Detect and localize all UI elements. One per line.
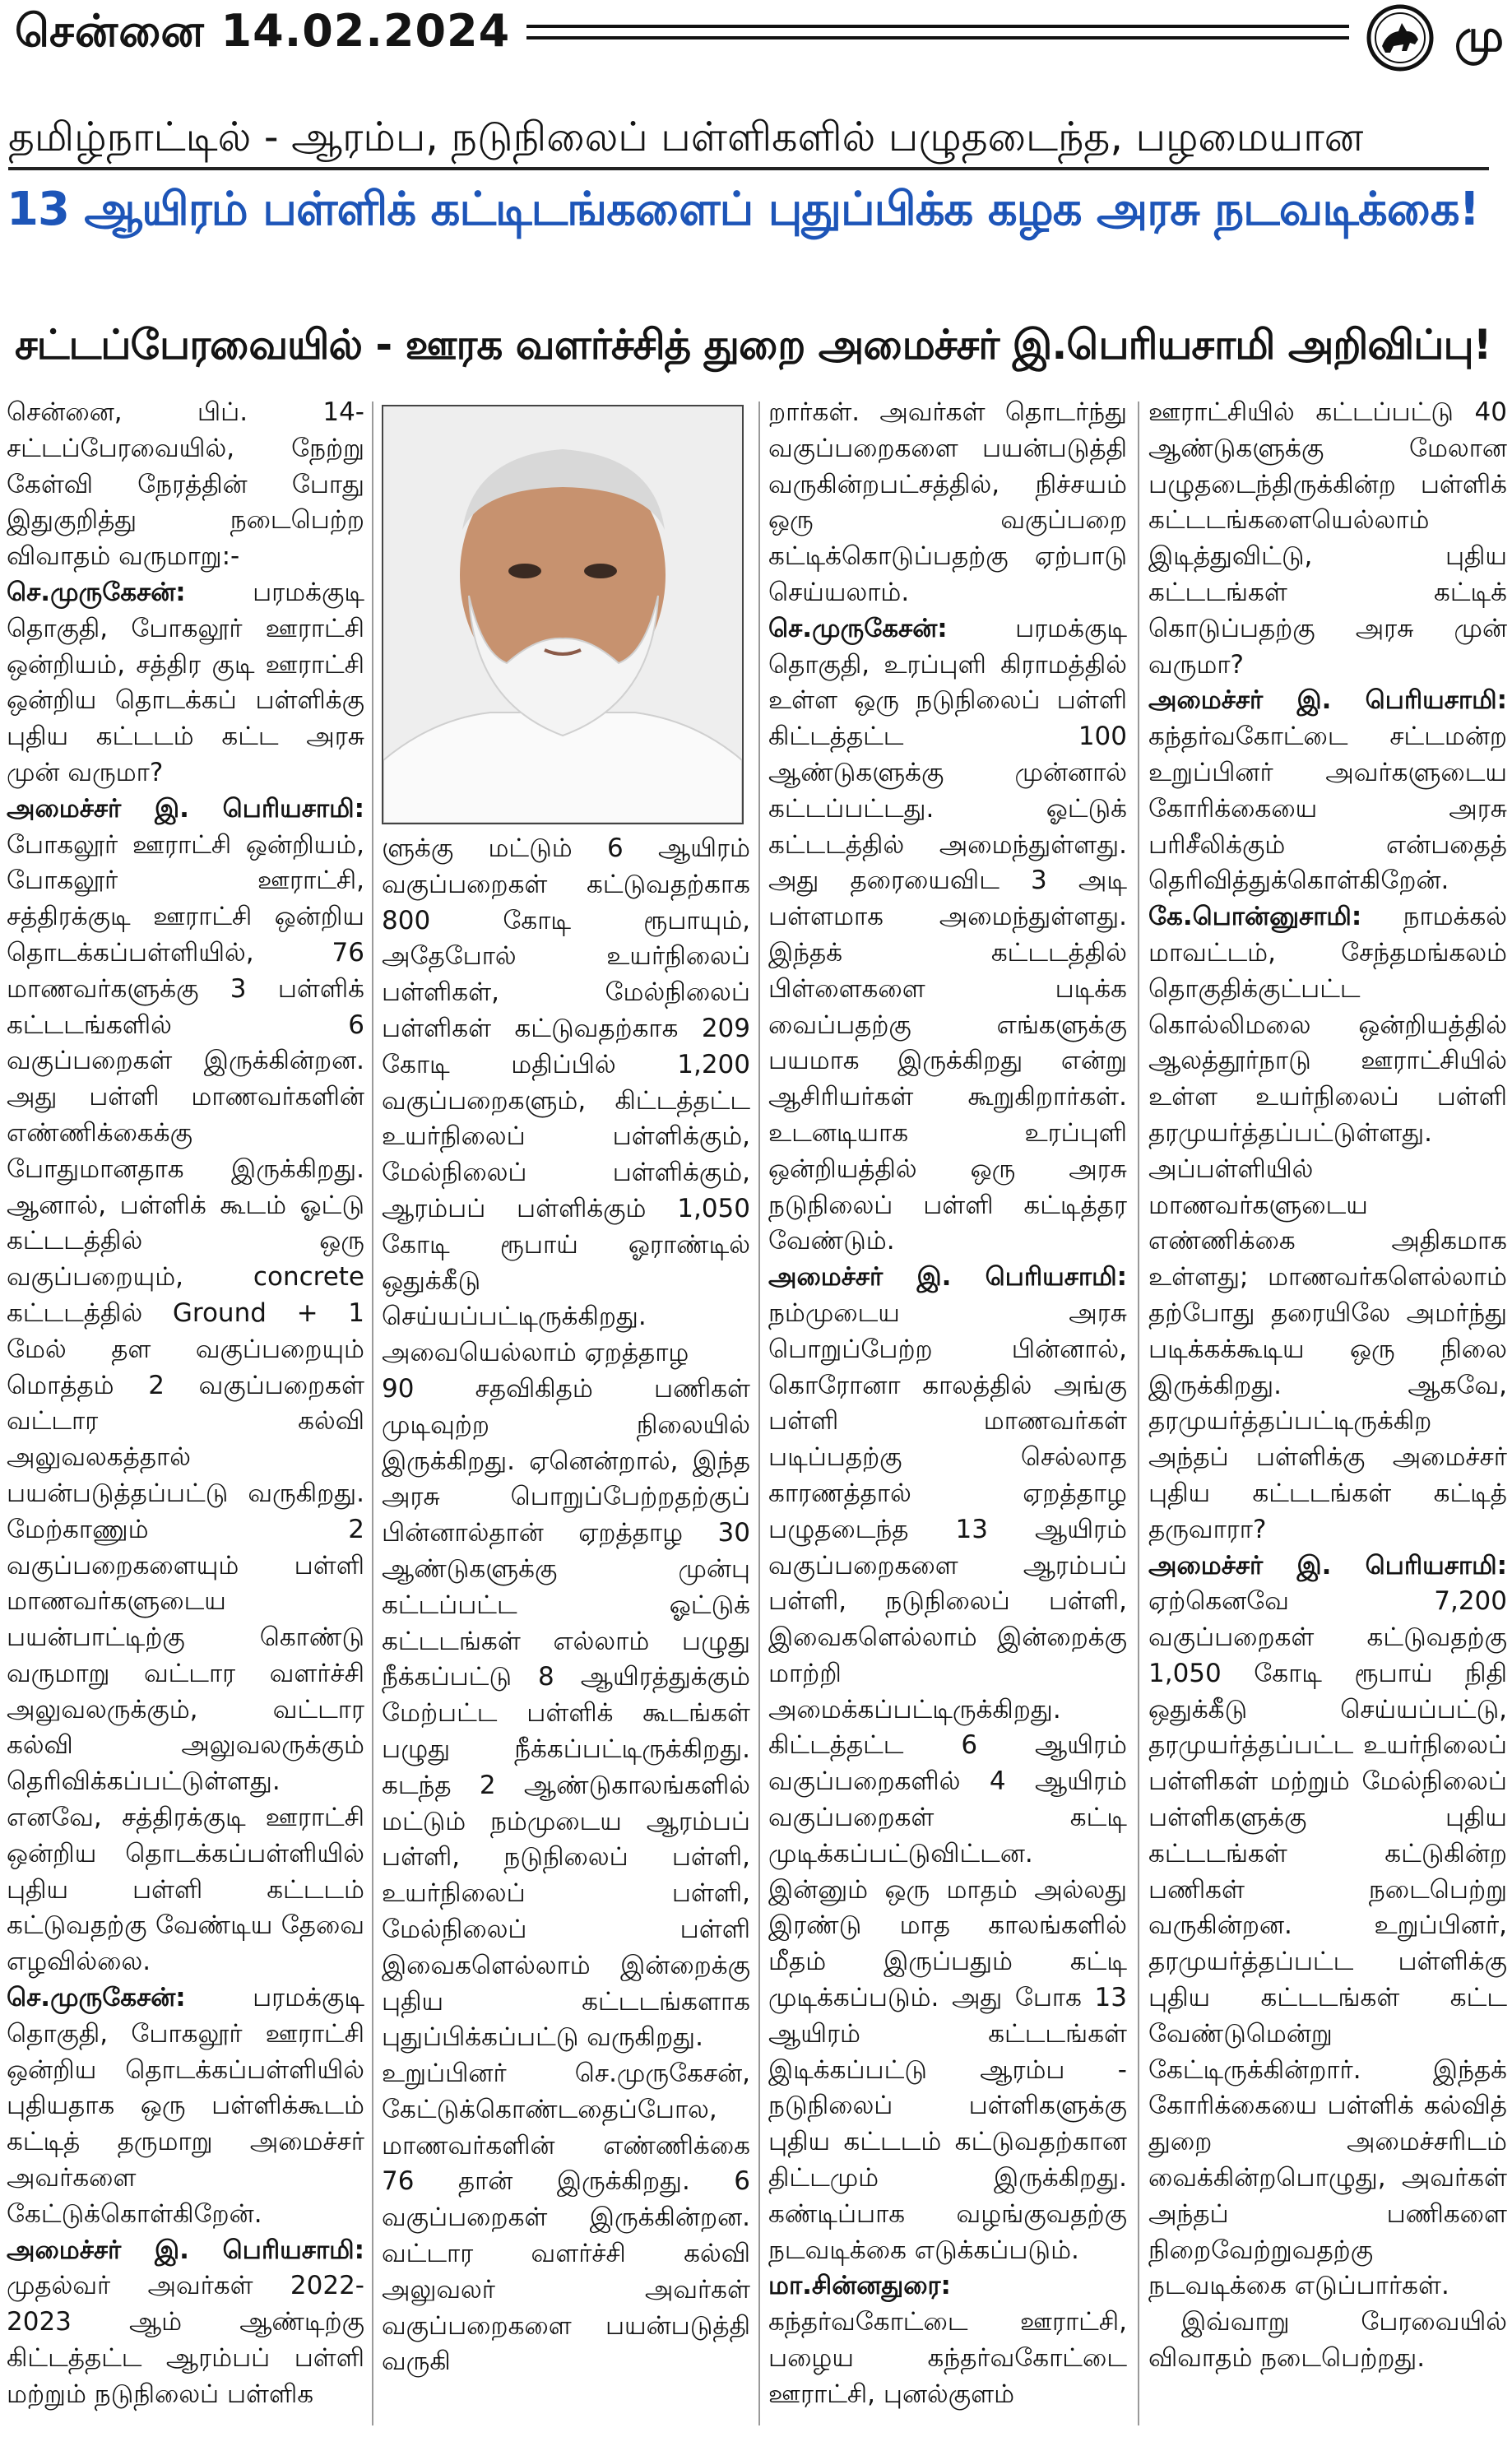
speaker-name: செ.முருகேசன்: (7, 577, 186, 607)
speaker-name: செ.முருகேசன்: (768, 613, 948, 643)
paragraph-text: நாமக்கல் மாவட்டம், சேந்தமங்கலம் தொகுதிக்குட்பட்ட கொல்லிமலை ஒன்றியத்தில் ஆலத்தூர்நாடு ஊராட்சியில் உள்ள உயர்நிலைப் பள்ளி தரமுயர்த்தப்பட்டுள்ளது. அப்பள்ளியில் மாணவர்களுடைய எண்ணிக்கை அதிகமாக உள்ளது; மாணவர்களெல்லாம் தற்போது தரையிலே அமர்ந்து படிக்கக்கூடிய ஒரு நிலை இருக்கிறது. ஆகவே, தரமுயர்த்தப்பட்டிருக்கிற அந்தப் பள்ளிக்கு அமைச்சர் புதிய கட்டடங்கள் கட்டித் தருவாரா? (1148, 902, 1507, 1544)
paragraph (768, 2268, 1127, 2412)
paragraph (7, 1980, 364, 2233)
speaker-name: அமைச்சர் இ. பெரியசாமி: (7, 793, 364, 824)
paragraph-text: முதல்வர் அவர்கள் 2022-2023 ஆம் ஆண்டிற்கு கிட்டத்தட்ட ஆரம்பப் பள்ளி மற்றும் நடுநிலைப் பள்ளிக (7, 2271, 364, 2409)
masthead-rule (526, 25, 1349, 28)
paragraph (768, 1260, 1127, 2268)
paragraph (1148, 683, 1507, 899)
paragraph (7, 575, 364, 791)
masthead-rule (526, 36, 1349, 39)
paragraph-text: பரமக்குடி தொகுதி, உரப்புளி கிராமத்தில் உள்ள ஒரு நடுநிலைப் பள்ளி கிட்டத்தட்ட 100 ஆண்டுகளுக்கு முன்னால் கட்டப்பட்டது. ஓட்டுக் கட்டடத்தில் அமைந்துள்ளது. அது தரையைவிட 3 அடி பள்ளமாக அமைந்துள்ளது. இந்தக் கட்டடத்தில் பிள்ளைகளை படிக்க வைப்பதற்கு எங்களுக்கு பயமாக இருக்கிறது என்று ஆசிரியர்கள் கூறுகிறார்கள். உடனடியாக உரப்புளி ஒன்றியத்தில் ஒரு அரசு நடுநிலைப் பள்ளி கட்டித்தர வேண்டும். (768, 613, 1127, 1256)
paragraph-text: இவ்வாறு பேரவையில் விவாதம் நடைபெற்றது. (1148, 2307, 1507, 2374)
article-column-4 (1148, 395, 1507, 2431)
bull-emblem-icon (1366, 3, 1435, 72)
portrait-photo (382, 405, 744, 824)
paragraph-text: உறுப்பினர் செ.முருகேசன், கேட்டுக்கொண்டதைப்போல, மாணவர்களின் எண்ணிக்கை 76 தான் இருக்கிறது. 6 வகுப்பறைகள் இருக்கின்றன. வட்டார வளர்ச்சி கல்வி அலுவலர் அவர்கள் வகுப்பறைகளை பயன்படுத்தி வருகி (382, 2059, 750, 2377)
divider (8, 167, 1489, 170)
column-divider (372, 402, 373, 2425)
paragraph-text: பரமக்குடி தொகுதி, போகலூர் ஊராட்சி ஒன்றியம், சத்திர குடி ஊராட்சி ஒன்றிய தொடக்கப் பள்ளிக்கு புதிய கட்டடம் கட்ட அரசு முன் வருமா? (7, 577, 364, 787)
newspaper-name: மு (1454, 10, 1504, 62)
column-divider (758, 402, 760, 2425)
speaker-name: அமைச்சர் இ. பெரியசாமி: (768, 1262, 1127, 1293)
paragraph (1148, 899, 1507, 1548)
paragraph-text: பரமக்குடி தொகுதி, போகலூர் ஊராட்சி ஒன்றிய தொடக்கப்பள்ளியில் புதியதாக ஒரு பள்ளிக்கூடம் கட்டித் தருமாறு அமைச்சர் அவர்களை கேட்டுக்கொள்கிறேன். (7, 1983, 364, 2229)
paragraph (7, 395, 364, 575)
kicker-headline: தமிழ்நாட்டில் - ஆரம்ப, நடுநிலைப் பள்ளிகளில் பழுதடைந்த, பழமையான (8, 114, 1364, 160)
paragraph-text: ஏற்கெனவே 7,200 வகுப்பறைகள் கட்டுவதற்கு 1,050 கோடி ரூபாய் நிதி ஒதுக்கீடு செய்யப்பட்டு, தரமுயர்த்தப்பட்ட உயர்நிலைப் பள்ளிகள் மற்றும் மேல்நிலைப் பள்ளிகளுக்கு புதிய கட்டடங்கள் கட்டுகின்ற பணிகள் நடைபெற்று வருகின்றன. உறுப்பினர், தரமுயர்த்தப்பட்ட பள்ளிக்கு புதிய கட்டடங்கள் கட்ட வேண்டுமென்று கேட்டிருக்கின்றார். இந்தக் கோரிக்கையை பள்ளிக் கல்வித் துறை அமைச்சரிடம் வைக்கின்றபொழுது, அவர்கள் அந்தப் பணிகளை நிறைவேற்றுவதற்கு நடவடிக்கை எடுப்பார்கள். (1148, 1586, 1507, 2301)
paragraph-text: ளுக்கு மட்டும் 6 ஆயிரம் வகுப்பறைகள் கட்டுவதற்காக 800 கோடி ரூபாயும், அதேபோல் உயர்நிலைப் பள்ளிகள், மேல்நிலைப் பள்ளிகள் கட்டுவதற்காக 209 கோடி மதிப்பில் 1,200 வகுப்பறைகளும், கிட்டத்தட்ட உயர்நிலைப் பள்ளிக்கும், மேல்நிலைப் பள்ளிக்கும், ஆரம்பப் பள்ளிக்கும் 1,050 கோடி ரூபாய் ஓராண்டில் ஒதுக்கீடு செய்யப்பட்டிருக்கிறது. அவையெல்லாம் ஏறத்தாழ (382, 833, 750, 1368)
paragraph (382, 831, 750, 1372)
paragraph (768, 395, 1127, 611)
paragraph-text: நம்முடைய அரசு பொறுப்பேற்ற பின்னால், கொரோனா காலத்தில் அங்கு பள்ளி மாணவர்கள் படிப்பதற்கு செல்லாத காரணத்தால் ஏறத்தாழ பழுதடைந்த 13 ஆயிரம் வகுப்பறைகளை ஆரம்பப் பள்ளி, நடுநிலைப் பள்ளி, இவைகளெல்லாம் இன்றைக்கு மாற்றி அமைக்கப்பட்டிருக்கிறது. கிட்டத்தட்ட 6 ஆயிரம் வகுப்பறைகளில் 4 ஆயிரம் வகுப்பறைகள் கட்டி முடிக்கப்பட்டுவிட்டன. இன்னும் ஒரு மாதம் அல்லது இரண்டு மாத காலங்களில் மீதம் இருப்பதும் கட்டி முடிக்கப்படும். அது போக 13 ஆயிரம் கட்டடங்கள் இடிக்கப்பட்டு ஆரம்ப - நடுநிலைப் பள்ளிகளுக்கு புதிய கட்டடம் கட்டுவதற்கான திட்டமும் இருக்கிறது. கண்டிப்பாக வழங்குவதற்கு நடவடிக்கை எடுக்கப்படும். (768, 1297, 1127, 2265)
speaker-name: கே.பொன்னுசாமி: (1148, 902, 1362, 932)
paragraph (7, 2233, 364, 2413)
paragraph (1148, 395, 1507, 683)
column-divider (1138, 402, 1139, 2425)
speaker-name: அமைச்சர் இ. பெரியசாமி: (1148, 1550, 1507, 1581)
paragraph (768, 611, 1127, 1260)
paragraph-text: ஊராட்சியில் கட்டப்பட்டு 40 ஆண்டுகளுக்கு மேலான பழுதடைந்திருக்கின்ற பள்ளிக் கட்டடங்களையெல்லாம் இடித்துவிட்டு, புதிய கட்டடங்கள் கட்டிக் கொடுப்பதற்கு அரசு முன் வருமா? (1148, 397, 1507, 680)
speaker-name: அமைச்சர் இ. பெரியசாமி: (1148, 685, 1507, 716)
speaker-name: மா.சின்னதுரை: (768, 2271, 951, 2301)
place-date: சென்னை 14.02.2024 (15, 5, 511, 57)
paragraph-text: போகலூர் ஊராட்சி ஒன்றியம், போகலூர் ஊராட்சி, சத்திரக்குடி ஊராட்சி ஒன்றிய தொடக்கப்பள்ளியில், 76 மாணவர்களுக்கு 3 பள்ளிக் கட்டடங்களில் 6 வகுப்பறைகள் இருக்கின்றன. அது பள்ளி மாணவர்களின் எண்ணிக்கைக்கு போதுமானதாக இருக்கிறது. ஆனால், பள்ளிக் கூடம் ஓட்டு கட்டடத்தில் ஒரு வகுப்பறையும், concrete கட்டடத்தில் Ground + 1 மேல் தள வகுப்பறையும் மொத்தம் 2 வகுப்பறைகள் வட்டார கல்வி அலுவலகத்தால் பயன்படுத்தப்பட்டு வருகிறது. மேற்காணும் 2 வகுப்பறைகளையும் பள்ளி மாணவர்களுடைய பயன்பாட்டிற்கு கொண்டு வருமாறு வட்டார வளர்ச்சி அலுவலருக்கும், வட்டார கல்வி அலுவலருக்கும் தெரிவிக்கப்பட்டுள்ளது. எனவே, சத்திரக்குடி ஊராட்சி ஒன்றிய தொடக்கப்பள்ளியில் புதிய பள்ளி கட்டடம் கட்டுவதற்கு வேண்டிய தேவை எழவில்லை. (7, 829, 364, 1977)
paragraph (1148, 2305, 1507, 2377)
main-headline: 13 ஆயிரம் பள்ளிக் கட்டிடங்களைப் புதுப்பிக்க கழக அரசு நடவடிக்கை! (7, 183, 1480, 236)
speaker-name: அமைச்சர் இ. பெரியசாமி: (7, 2235, 364, 2265)
paragraph (382, 1372, 750, 2056)
paragraph (7, 791, 364, 1980)
paragraph-text: 90 சதவிகிதம் பணிகள் முடிவுற்ற நிலையில் இருக்கிறது. ஏனென்றால், இந்த அரசு பொறுப்பேற்றதற்குப் பின்னால்தான் ஏறத்தாழ 30 ஆண்டுகளுக்கு முன்பு கட்டப்பட்ட ஓட்டுக் கட்டடங்கள் எல்லாம் பழுது நீக்கப்பட்டு 8 ஆயிரத்துக்கும் மேற்பட்ட பள்ளிக் கூடங்கள் பழுது நீக்கப்பட்டிருக்கிறது. கடந்த 2 ஆண்டுகாலங்களில் மட்டும் நம்முடைய ஆரம்பப் பள்ளி, நடுநிலைப் பள்ளி, உயர்நிலைப் பள்ளி, மேல்நிலைப் பள்ளி இவைகளெல்லாம் இன்றைக்கு புதிய கட்டடங்களாக புதுப்பிக்கப்பட்டு வருகிறது. (382, 1373, 750, 2053)
article-column-3 (768, 395, 1127, 2431)
paragraph-text: கந்தர்வகோட்டை ஊராட்சி, பழைய கந்தர்வகோட்டை ஊராட்சி, புனல்குளம் (768, 2307, 1127, 2409)
sub-headline: சட்டப்பேரவையில் - ஊரக வளர்ச்சித் துறை அமைச்சர் இ.பெரியசாமி அறிவிப்பு! (15, 321, 1491, 369)
paragraph-text: றார்கள். அவர்கள் தொடர்ந்து வகுப்பறைகளை பயன்படுத்தி வருகின்றபட்சத்தில், நிச்சயம் ஒரு வகுப்பறை கட்டிக்கொடுப்பதற்கு ஏற்பாடு செய்யலாம். (768, 397, 1127, 607)
speaker-name: செ.முருகேசன்: (7, 1983, 186, 2013)
column-text (382, 831, 750, 2380)
paragraph-text: கந்தர்வகோட்டை சட்டமன்ற உறுப்பினர் அவர்களுடைய கோரிக்கையை அரசு பரிசீலிக்கும் என்பதைத் தெரிவித்துக்கொள்கிறேன். (1148, 722, 1507, 896)
masthead (0, 0, 1512, 74)
paragraph (382, 2056, 750, 2380)
paragraph-text: சென்னை, பிப். 14- சட்டப்பேரவையில், நேற்று கேள்வி நேரத்தின் போது இதுகுறித்து நடைபெற்ற விவாதம் வருமாறு:- (7, 397, 364, 572)
article-column-1 (7, 395, 364, 2431)
paragraph (1148, 1548, 1507, 2305)
